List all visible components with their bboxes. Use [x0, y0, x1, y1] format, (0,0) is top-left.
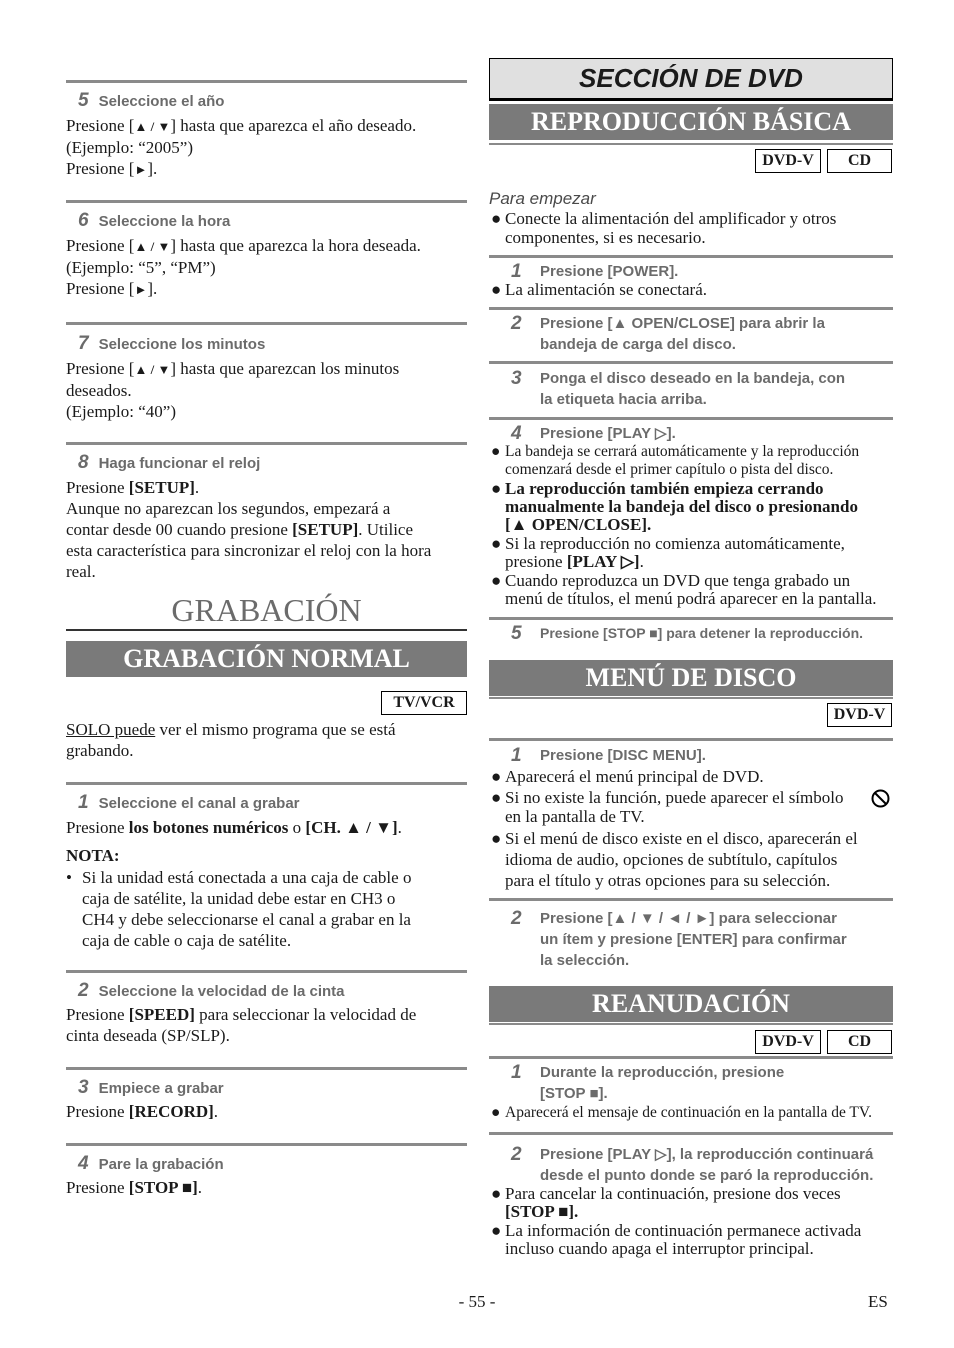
band-reproduccion-basica: REPRODUCCIÓN BÁSICA [489, 104, 893, 140]
divider [66, 782, 467, 785]
rec-step-3-text: Presione [RECORD]. [66, 1102, 219, 1121]
play-step-5: 5 Presione [STOP ■] para detener la reproducción. [511, 623, 864, 644]
intro-text: SOLO puede ver el mismo programa que se está grabando. [66, 720, 396, 760]
resume-step-1: 1 Durante la reproducción, presione [STOP ■]. [511, 1062, 785, 1102]
rec-step-1-heading: 1 Seleccione el canal a grabar [78, 792, 300, 813]
step-8-heading: 8 Haga funcionar el reloj [78, 452, 261, 473]
divider [66, 80, 467, 83]
badge-cd: CD [827, 149, 892, 173]
play-step-3: 3 Ponga el disco deseado en la bandeja, con la etiqueta hacia arriba. [511, 368, 846, 408]
divider [489, 417, 893, 420]
play-step-1: 1 Presione [POWER]. [511, 261, 679, 282]
band-grabacion-normal: GRABACIÓN NORMAL [66, 641, 467, 677]
divider [66, 322, 467, 325]
step-8-text: Presione [SETUP]. Aunque no aparezcan los segundos, empezará a contar desde 00 cuando presione [SETUP]. Utilice esta característica para sincronizar el reloj con la hora real. [66, 478, 432, 581]
play-step-4-bullet-2: ● La reproducción también empieza cerrando manualmente la bandeja del disco o presionando [▲ OPEN/CLOSE]. [491, 479, 858, 534]
step-6-heading: 6 Seleccione la hora [78, 210, 231, 231]
step-7-heading: 7 Seleccione los minutos [78, 333, 266, 354]
language-code: ES [868, 1292, 888, 1311]
divider [489, 738, 893, 741]
nota-text: • Si la unidad está conectada a una caja de cable o caja de satélite, la unidad debe estar en CH3 o CH4 y debe seleccionarse el canal a grabar en la caja de cable o caja de satélite. [66, 868, 412, 950]
menu-step-2: 2 Presione [▲ / ▼ / ◄ / ►] para seleccionar un ítem y presione [ENTER] para confirmar la selección. [511, 908, 847, 969]
resume-step-2-bullet-2: ● La información de continuación permanece activada incluso cuando apaga el interruptor principal. [491, 1221, 862, 1258]
resume-step-1-bullet: ● Aparecerá el mensaje de continuación en la pantalla de TV. [491, 1104, 872, 1121]
title-underline [66, 629, 467, 631]
divider [66, 1067, 467, 1070]
para-empezar-bullet: ● Conecte la alimentación del amplificador y otros componentes, si es necesario. [491, 209, 837, 247]
resume-step-2-bullet-1: ● Para cancelar la continuación, presione dos veces [STOP ■]. [491, 1184, 841, 1221]
band-underline [489, 697, 893, 699]
band-underline [489, 1023, 893, 1025]
menu-step-1-bullet-1: ● Aparecerá el menú principal de DVD. [491, 767, 764, 786]
resume-step-2: 2 Presione [PLAY ▷], la reproducción continuará desde el punto donde se paró la reproducción. [511, 1144, 874, 1184]
para-empezar-heading: Para empezar [489, 189, 596, 208]
step-6-text: Presione [▲ / ▼] hasta que aparezca la hora deseada. (Ejemplo: “5”, “PM”) Presione [►]. [66, 236, 421, 298]
play-step-1-bullet: ● La alimentación se conectará. [491, 280, 707, 299]
divider [66, 970, 467, 973]
badge-dvd-v: DVD-V [827, 703, 892, 727]
rec-step-2-text: Presione [SPEED] para seleccionar la velocidad de cinta deseada (SP/SLP). [66, 1005, 417, 1045]
section-title-grabacion: GRABACIÓN [171, 592, 362, 628]
play-step-4-bullet-4: ● Cuando reproduzca un DVD que tenga grabado un menú de títulos, el menú podrá aparecer en la pantalla. [491, 571, 877, 608]
nota-label: NOTA: [66, 846, 120, 865]
prohibited-icon [871, 789, 890, 808]
divider [66, 200, 467, 203]
divider [489, 617, 893, 620]
step-5-text: Presione [▲ / ▼] hasta que aparezca el año deseado. (Ejemplo: “2005”) Presione [►]. [66, 116, 417, 178]
band-underline [489, 143, 893, 145]
step-5-heading: 5 Seleccione el año [78, 90, 225, 111]
menu-step-1-bullet-3: ● Si el menú de disco existe en el disco, aparecerán el idioma de audio, opciones de subtítulo, capítulos para el título y otras opciones para su selección. [491, 829, 858, 890]
section-header-dvd: SECCIÓN DE DVD [489, 58, 893, 101]
divider [489, 1056, 893, 1059]
play-step-4-bullet-3: ● Si la reproducción no comienza automáticamente, presione [PLAY ▷]. [491, 534, 845, 571]
play-step-4-bullet-1: ● La bandeja se cerrará automáticamente y la reproducción comenzará desde el primer capítulo o pista del disco. [491, 443, 860, 478]
bullet: • [66, 868, 72, 887]
rec-step-2-heading: 2 Seleccione la velocidad de la cinta [78, 980, 345, 1001]
rec-step-1-text: Presione los botones numéricos o [CH. ▲ / ▼]. [66, 818, 402, 837]
menu-step-1-bullet-2: ● Si no existe la función, puede aparecer el símbolo en la pantalla de TV. [489, 788, 893, 826]
rec-step-4-heading: 4 Pare la grabación [78, 1153, 224, 1174]
menu-step-1: 1 Presione [DISC MENU]. [511, 745, 706, 766]
play-step-2: 2 Presione [▲ OPEN/CLOSE] para abrir la bandeja de carga del disco. [511, 313, 825, 353]
divider [489, 898, 893, 901]
divider [489, 361, 893, 364]
band-reanudacion: REANUDACIÓN [489, 986, 893, 1022]
page-number: - 55 - [458, 1292, 496, 1311]
badge-dvd-v: DVD-V [755, 149, 821, 173]
rec-step-3-heading: 3 Empiece a grabar [78, 1077, 224, 1098]
band-menu-de-disco: MENÚ DE DISCO [489, 660, 893, 696]
badge-dvd-v: DVD-V [755, 1030, 821, 1054]
rec-step-4-text: Presione [STOP ■]. [66, 1178, 203, 1197]
badge-cd: CD [827, 1030, 892, 1054]
divider [66, 1143, 467, 1146]
divider [489, 255, 893, 258]
play-step-4: 4 Presione [PLAY ▷]. [511, 423, 676, 444]
badge-tv-vcr: TV/VCR [381, 691, 467, 715]
divider [66, 442, 467, 445]
divider [489, 1132, 893, 1135]
step-7-text: Presione [▲ / ▼] hasta que aparezcan los minutos deseados. (Ejemplo: “40”) [66, 359, 400, 421]
divider [489, 307, 893, 310]
